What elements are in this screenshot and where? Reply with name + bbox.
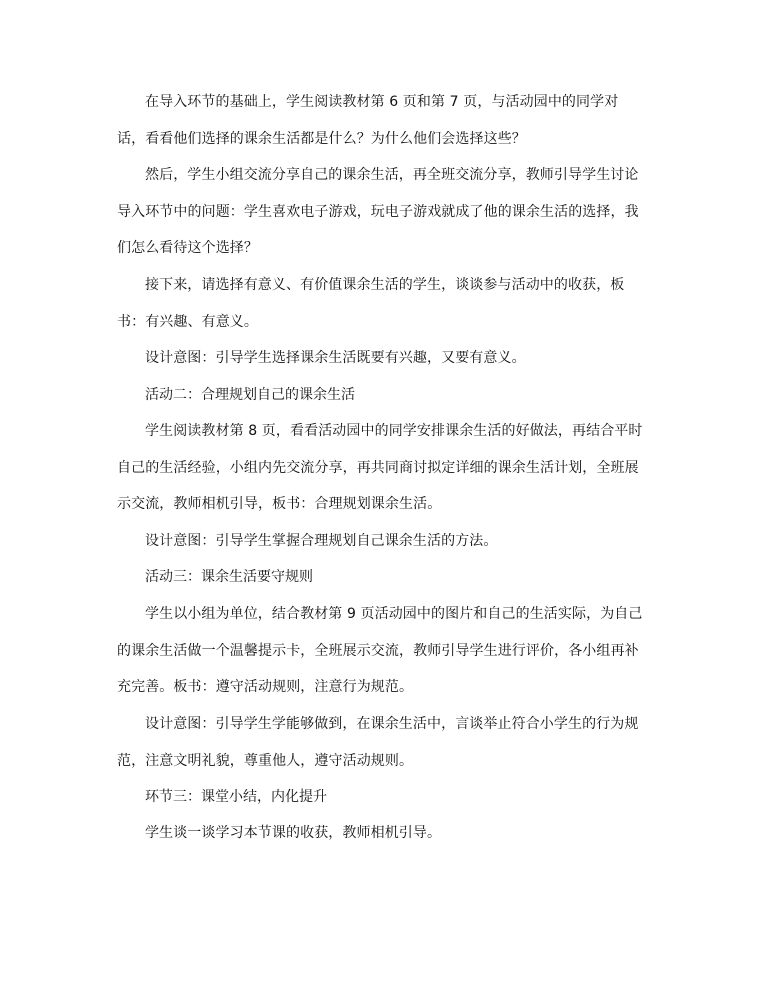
- paragraph-plan-after-school: 学生阅读教材第 8 页，看看活动园中的同学安排课余生活的好做法，再结合平时自己的生活经验，小组内先交流分享，再共同商讨拟定详细的课余生活计划，全班展示交流，教师相机引导，板书：合理规划课余生活。: [117, 423, 643, 512]
- heading-activity-two: 活动二：合理规划自己的课余生活: [145, 387, 355, 403]
- paragraph-design-intent-3: 设计意图：引导学生学能够做到，在课余生活中，言谈举止符合小学生的行为规范，注意文明礼貌，尊重他人，遵守活动规则。: [117, 716, 639, 769]
- paragraph-design-intent-1: 设计意图：引导学生选择课余生活既要有兴趣，又要有意义。: [145, 350, 526, 366]
- paragraph-design-intent-2: 设计意图：引导学生掌握合理规划自己课余生活的方法。: [145, 533, 498, 549]
- heading-section-three: 环节三：课堂小结，内化提升: [145, 789, 327, 805]
- paragraph-class-summary: 学生谈一谈学习本节课的收获，教师相机引导。: [145, 825, 442, 841]
- paragraph-harvest-sharing: 接下来，请选择有意义、有价值课余生活的学生，谈谈参与活动中的收获，板书：有兴趣、有意义。: [117, 277, 625, 330]
- paragraph-reminder-card: 学生以小组为单位，结合教材第 9 页活动园中的图片和自己的生活实际，为自己的课余生活做一个温馨提示卡，全班展示交流，教师引导学生进行评价，各小组再补充完善。板书：遵守活动规则，注意行为规范。: [117, 606, 643, 695]
- heading-activity-three: 活动三：课余生活要守规则: [145, 569, 313, 585]
- paragraph-textbook-dialogue: 在导入环节的基础上，学生阅读教材第 6 页和第 7 页，与活动园中的同学对话，看看他们选择的课余生活都是什么？为什么他们会选择这些？: [117, 94, 619, 147]
- paragraph-group-sharing: 然后，学生小组交流分享自己的课余生活，再全班交流分享，教师引导学生讨论导入环节中的问题：学生喜欢电子游戏，玩电子游戏就成了他的课余生活的选择，我们怎么看待这个选择？: [117, 167, 639, 256]
